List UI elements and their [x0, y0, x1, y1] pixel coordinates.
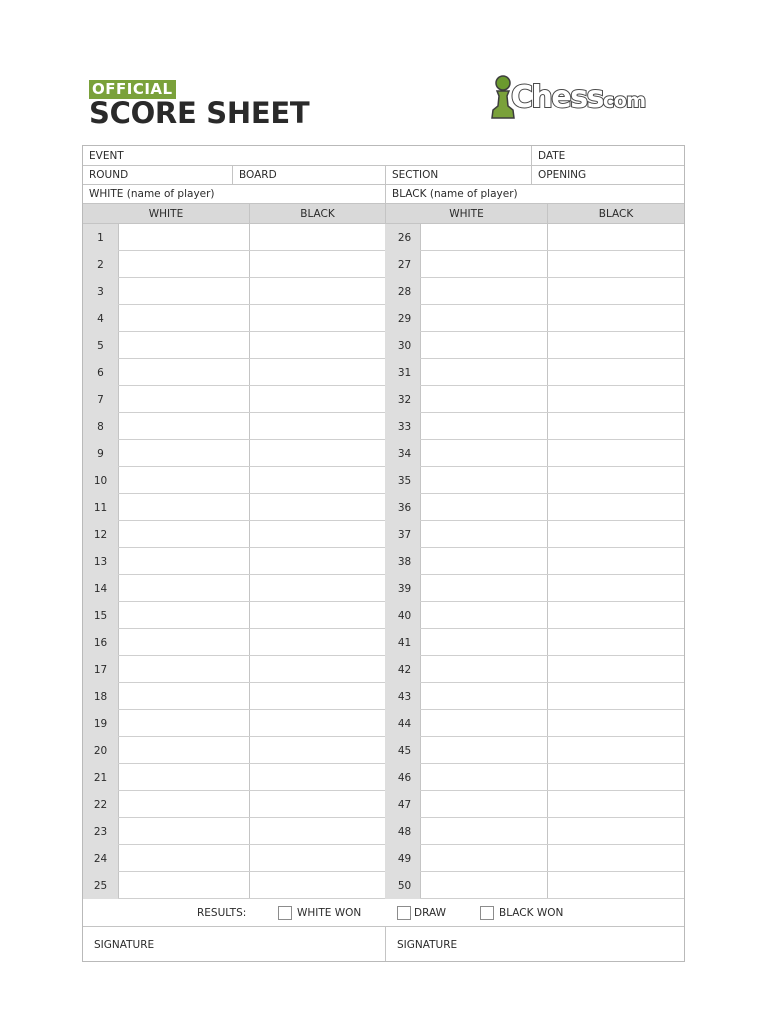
move-number	[385, 359, 420, 386]
round-field[interactable]	[83, 166, 232, 184]
move-number-text: 28	[397, 285, 412, 298]
move-row	[83, 872, 684, 899]
move-number	[385, 224, 420, 251]
move-number-text: 33	[397, 420, 412, 433]
move-row	[83, 305, 684, 332]
move-number-text: 38	[397, 555, 412, 568]
move-row	[83, 359, 684, 386]
move-number	[83, 224, 118, 251]
move-number	[385, 629, 420, 656]
move-number-text: 20	[93, 744, 108, 757]
move-number	[385, 251, 420, 278]
results-label: RESULTS:	[197, 907, 247, 919]
move-number	[385, 872, 420, 899]
move-number	[385, 575, 420, 602]
move-number-text: 41	[397, 636, 412, 649]
white-won-checkbox[interactable]	[278, 906, 292, 920]
move-number	[385, 494, 420, 521]
move-number	[83, 548, 118, 575]
move-number	[385, 818, 420, 845]
move-number-text: 23	[93, 825, 108, 838]
score-sheet-table	[82, 145, 685, 962]
move-number	[385, 467, 420, 494]
move-number-text: 3	[97, 285, 104, 298]
move-number	[385, 521, 420, 548]
results-row	[83, 899, 684, 927]
move-row	[83, 332, 684, 359]
move-number	[83, 575, 118, 602]
round-label: ROUND	[89, 169, 129, 181]
move-number	[385, 278, 420, 305]
move-number	[83, 440, 118, 467]
date-label: DATE	[538, 149, 566, 162]
move-number	[385, 737, 420, 764]
move-number	[385, 440, 420, 467]
white-player-label: WHITE (name of player)	[89, 188, 215, 200]
move-number-text: 35	[397, 474, 412, 487]
move-number-text: 39	[397, 582, 412, 595]
move-number	[83, 737, 118, 764]
move-number	[83, 656, 118, 683]
move-row	[83, 656, 684, 683]
players-row	[83, 185, 684, 204]
move-number-text: 50	[397, 879, 412, 892]
move-number-text: 36	[397, 501, 412, 514]
move-number-text: 43	[397, 690, 412, 703]
black-player-field[interactable]	[386, 185, 684, 203]
move-number	[385, 845, 420, 872]
board-field[interactable]	[233, 166, 385, 184]
move-number	[385, 791, 420, 818]
move-row	[83, 521, 684, 548]
move-row	[83, 764, 684, 791]
draw-checkbox[interactable]	[397, 906, 411, 920]
move-number	[83, 494, 118, 521]
white-signature-field[interactable]	[83, 927, 385, 962]
move-row	[83, 278, 684, 305]
move-number-text: 31	[397, 366, 412, 379]
section-field[interactable]	[386, 166, 531, 184]
black-signature-label: SIGNATURE	[397, 938, 458, 951]
black-won-label: BLACK WON	[499, 907, 564, 919]
move-row	[83, 494, 684, 521]
move-number-text: 46	[397, 771, 412, 784]
move-number-text: 32	[397, 393, 412, 406]
board-label: BOARD	[239, 169, 277, 181]
move-number	[385, 656, 420, 683]
black-signature-field[interactable]	[386, 927, 684, 962]
move-row	[83, 791, 684, 818]
move-number-text: 25	[93, 879, 108, 892]
move-number-text: 9	[97, 447, 104, 460]
move-number-text: 24	[93, 852, 108, 865]
move-number	[83, 467, 118, 494]
move-number-text: 26	[397, 231, 412, 244]
move-number-text: 15	[93, 609, 108, 622]
move-number-text: 8	[97, 420, 104, 433]
chess-com-logo	[489, 74, 671, 128]
move-number	[385, 305, 420, 332]
move-number	[385, 386, 420, 413]
move-number-text: 18	[93, 690, 108, 703]
move-number-text: 45	[397, 744, 412, 757]
move-number-text: 14	[93, 582, 108, 595]
move-number	[83, 791, 118, 818]
move-number	[385, 332, 420, 359]
move-row	[83, 413, 684, 440]
move-number	[83, 710, 118, 737]
move-number-text: 16	[93, 636, 108, 649]
move-row	[83, 737, 684, 764]
move-number	[385, 413, 420, 440]
white-won-label: WHITE WON	[297, 907, 362, 919]
move-number	[83, 278, 118, 305]
event-row	[83, 146, 684, 166]
move-number	[83, 305, 118, 332]
move-number-text: 10	[93, 474, 108, 487]
move-row	[83, 818, 684, 845]
white-player-field[interactable]	[83, 185, 385, 203]
move-row	[83, 710, 684, 737]
move-number-text: 40	[397, 609, 412, 622]
move-number-text: 2	[97, 258, 104, 271]
move-number-text: 49	[397, 852, 412, 865]
move-number-text: 11	[93, 501, 108, 514]
move-number-text: 21	[93, 771, 108, 784]
left-black-header: BLACK	[300, 207, 335, 220]
move-number	[83, 332, 118, 359]
move-row	[83, 224, 684, 251]
move-row	[83, 845, 684, 872]
move-row	[83, 548, 684, 575]
draw-label: DRAW	[414, 907, 446, 919]
move-number-text: 47	[397, 798, 412, 811]
move-number	[385, 548, 420, 575]
move-number-text: 4	[97, 312, 104, 325]
logo-wordmark	[511, 80, 646, 119]
right-white-header: WHITE	[449, 207, 484, 220]
move-number-text: 30	[397, 339, 412, 352]
move-number-text: 29	[397, 312, 412, 325]
move-number	[83, 683, 118, 710]
move-number	[83, 251, 118, 278]
move-number-text: 48	[397, 825, 412, 838]
move-number-text: 6	[97, 366, 104, 379]
move-row	[83, 575, 684, 602]
move-number-text: 13	[93, 555, 108, 568]
logo-suffix-text: com	[602, 90, 646, 112]
event-field[interactable]	[83, 146, 531, 165]
column-header-row	[83, 204, 684, 224]
official-badge: OFFICIAL	[89, 80, 176, 99]
round-row	[83, 166, 684, 185]
move-number	[83, 359, 118, 386]
page-title: SCORE SHEET	[89, 96, 310, 130]
move-number-text: 34	[397, 447, 412, 460]
date-field[interactable]	[532, 146, 684, 165]
move-row	[83, 386, 684, 413]
move-number-text: 22	[93, 798, 108, 811]
move-number	[385, 683, 420, 710]
move-number	[385, 602, 420, 629]
move-number-text: 37	[397, 528, 412, 541]
move-grid	[83, 224, 684, 899]
move-number	[83, 413, 118, 440]
move-number	[83, 845, 118, 872]
move-number	[83, 872, 118, 899]
white-signature-label: SIGNATURE	[94, 938, 155, 951]
section-label: SECTION	[392, 169, 439, 181]
move-row	[83, 602, 684, 629]
black-won-checkbox[interactable]	[480, 906, 494, 920]
move-number-text: 1	[97, 231, 104, 244]
sheet-header	[89, 80, 679, 132]
move-number	[83, 602, 118, 629]
left-white-header: WHITE	[148, 207, 184, 220]
right-black-header: BLACK	[598, 207, 634, 220]
move-row	[83, 440, 684, 467]
event-label: EVENT	[89, 149, 124, 162]
move-number-text: 19	[93, 717, 108, 730]
move-row	[83, 467, 684, 494]
move-number	[83, 521, 118, 548]
move-number	[83, 764, 118, 791]
move-row	[83, 683, 684, 710]
move-number-text: 44	[397, 717, 412, 730]
move-row	[83, 629, 684, 656]
move-number	[83, 386, 118, 413]
logo-main-text: Chess	[511, 80, 603, 115]
opening-field[interactable]	[532, 166, 684, 184]
move-number	[83, 629, 118, 656]
black-player-label: BLACK (name of player)	[392, 188, 518, 200]
move-number	[385, 764, 420, 791]
move-number-text: 5	[97, 339, 104, 352]
move-row	[83, 251, 684, 278]
move-number-text: 17	[93, 663, 108, 676]
move-number-text: 42	[397, 663, 412, 676]
move-number-text: 7	[97, 393, 104, 406]
move-number	[83, 818, 118, 845]
opening-label: OPENING	[538, 169, 587, 181]
move-number-text: 27	[397, 258, 412, 271]
move-number	[385, 710, 420, 737]
move-number-text: 12	[93, 528, 108, 541]
